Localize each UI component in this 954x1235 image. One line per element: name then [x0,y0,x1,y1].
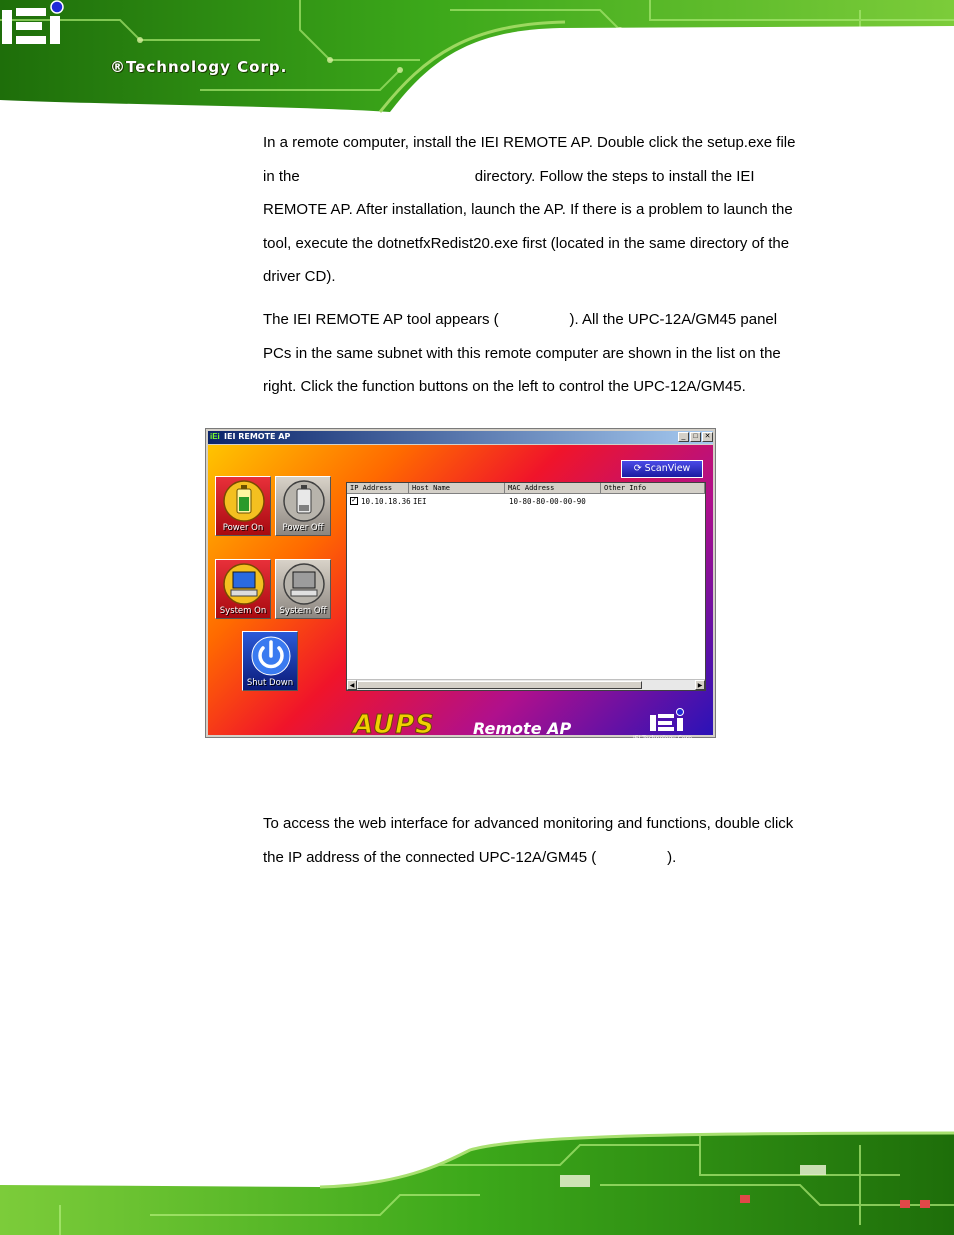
power-off-button[interactable] [275,476,331,536]
power-on-button[interactable] [215,476,271,536]
close-button[interactable]: ✕ [702,432,713,442]
circuit-board-header-graphic [0,0,954,112]
computer-off-icon [281,562,327,606]
scanview-label: ScanView [644,463,691,474]
web-interface-paragraph [263,807,823,874]
battery-off-icon [281,479,327,523]
shut-down-label: Shut Down [246,678,294,688]
cell-host: IEI [413,497,427,506]
text-line: in the directory. Follow the steps to install the IEI [263,167,755,185]
maximize-button[interactable]: □ [690,432,701,442]
refresh-icon: ⟳ [633,463,645,474]
device-list[interactable] [346,482,706,691]
column-header-ip[interactable]: IP Address [347,483,409,494]
iei-logo-icon [648,707,688,733]
column-header-other[interactable]: Other Info [601,483,705,494]
ap-company-name: IEI Technology Corp. [633,735,694,742]
text-line: right. Click the function buttons on the left to control the UPC-12A/GM45. [263,378,746,395]
text-line: To access the web interface for advanced monitoring and functions, double click [263,815,794,832]
shut-down-button[interactable] [242,631,298,691]
column-header-host[interactable]: Host Name [409,483,505,494]
tool-description-paragraph [263,303,823,404]
computer-on-icon [221,562,267,606]
iei-logo-icon [0,0,70,46]
scroll-right-icon[interactable]: ▶ [695,680,705,690]
app-logo-icon: iEi [210,432,220,441]
horizontal-scrollbar[interactable] [347,679,705,690]
window-title: IEI REMOTE AP [224,432,291,441]
aups-brand: AUPS [353,710,435,740]
text-line: REMOTE AP. After installation, launch the AP. If there is a problem to launch the [263,201,793,218]
text-line: driver CD). [263,268,336,285]
remote-ap-brand: Remote AP [473,719,572,738]
cell-mac: 10-80-80-00-00-90 [509,497,586,506]
system-off-label: System Off [279,606,327,616]
column-header-mac[interactable]: MAC Address [505,483,601,494]
page-header [0,0,954,112]
scroll-thumb[interactable] [357,681,642,689]
scanview-button[interactable] [621,460,703,478]
window-titlebar[interactable] [208,431,713,444]
power-off-label: Power Off [282,523,324,533]
system-on-button[interactable] [215,559,271,619]
power-on-label: Power On [222,523,264,533]
battery-power-icon [221,479,267,523]
company-name: ®Technology Corp. [110,58,288,76]
app-client-area [208,445,713,742]
cell-ip[interactable]: 10.10.18.36 [361,497,411,506]
system-on-label: System On [219,606,267,616]
system-off-button[interactable] [275,559,331,619]
page-footer [0,1125,954,1235]
text-line: In a remote computer, install the IEI REMOTE AP. Double click the setup.exe file [263,134,796,151]
minimize-button[interactable]: _ [678,432,689,442]
power-symbol-icon [248,634,294,678]
text-line: The IEI REMOTE AP tool appears ( ). All the UPC-12A/GM45 panel [263,311,778,328]
text-line: tool, execute the dotnetfxRedist20.exe first (located in the same directory of the [263,234,790,252]
scroll-left-icon[interactable]: ◀ [347,680,357,690]
install-instructions-paragraph [263,126,823,294]
iei-remote-ap-window [205,428,716,742]
row-checkbox[interactable]: ✓ [351,497,357,504]
circuit-board-footer-graphic [0,1125,954,1235]
text-line: the IP address of the connected UPC-12A/GM45 ( ). [263,848,677,866]
text-line: PCs in the same subnet with this remote computer are shown in the list on the [263,344,781,362]
